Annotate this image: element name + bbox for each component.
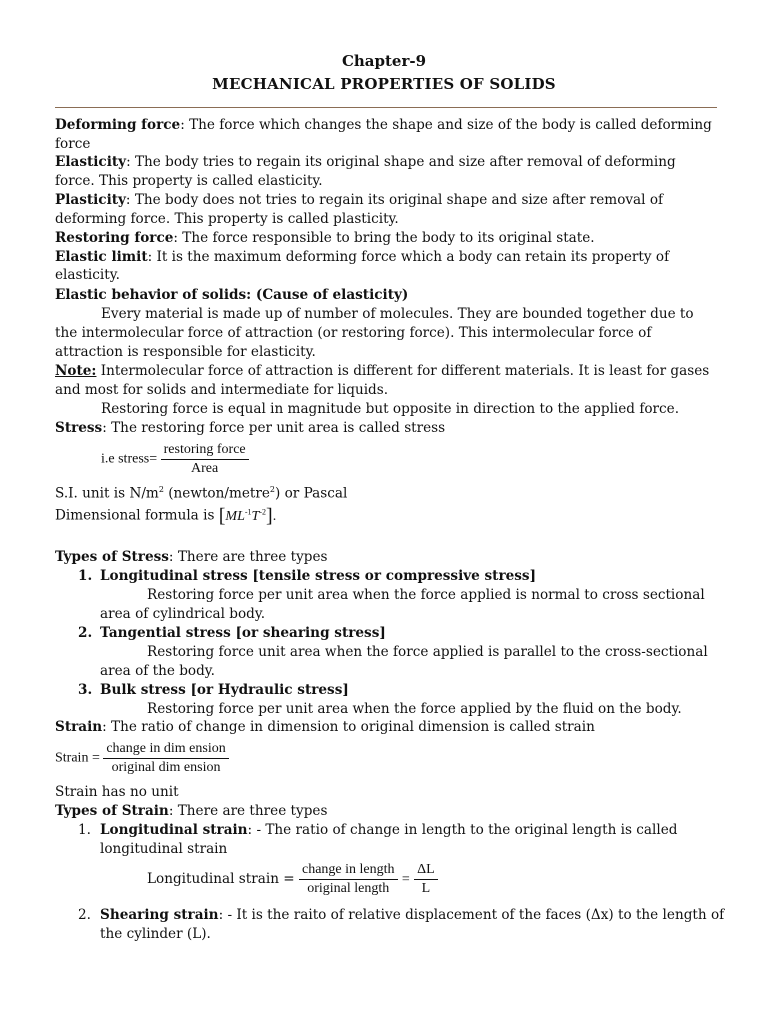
strain-type-2-title: Shearing strain <box>100 907 219 923</box>
deforming-force-term: Deforming force <box>55 117 181 133</box>
elastic-behavior-p1-line1: Every material is made up of number of molecules. They are bounded together due to <box>101 306 694 322</box>
note-line1 <box>55 362 709 380</box>
restoring-force-text: : The force responsible to bring the body to its original state. <box>173 230 595 246</box>
si-unit-text-b: (newton/metre <box>163 485 270 502</box>
restoring-force-term: Restoring force <box>55 230 174 246</box>
stress-formula-equals: = <box>149 451 158 467</box>
stress-formula-prefix: i.e stress <box>101 451 150 467</box>
elastic-limit-line2: elasticity. <box>55 267 120 283</box>
elastic-behavior-p1-line3: attraction is responsible for elasticity. <box>55 344 316 360</box>
note-label: Note: <box>55 363 97 379</box>
types-of-strain-heading <box>55 802 327 820</box>
plasticity-text: : The body does not tries to regain its original shape and size after removal of <box>125 192 664 208</box>
dimensional-formula-line <box>55 503 276 526</box>
restoring-force-line <box>55 229 595 247</box>
elastic-behavior-p1-line2: the intermolecular force of attraction (or restoring force). This intermolecular force of <box>55 325 652 341</box>
title-divider <box>55 107 717 108</box>
stress-type-2-number: 2. <box>78 625 93 641</box>
dim-sup2: -2 <box>259 507 267 516</box>
dim-period: . <box>272 508 277 524</box>
stress-type-1-title <box>78 567 536 585</box>
strain-text: : The ratio of change in dimension to original dimension is called strain <box>102 719 595 735</box>
si-unit-text-a: S.I. unit is N/m <box>55 485 159 502</box>
longitudinal-strain-fraction <box>299 862 398 897</box>
stress-fraction-denominator: Area <box>191 461 219 476</box>
elastic-limit-line1 <box>55 248 669 266</box>
plasticity-line1 <box>55 191 663 209</box>
stress-type-1-title-text: Longitudinal stress [tensile stress or compressive stress] <box>100 568 537 584</box>
strain-type-1-title: Longitudinal strain <box>100 822 248 838</box>
strain-fraction <box>103 741 228 776</box>
stress-formula <box>101 442 249 477</box>
stress-type-1-line2: area of cylindrical body. <box>100 606 266 622</box>
dimensional-formula <box>218 504 277 527</box>
elastic-limit-text: : It is the maximum deforming force which a body can retain its property of <box>147 249 670 265</box>
stress-type-3-number: 3. <box>78 682 93 698</box>
dim-ml: ML <box>225 508 245 524</box>
stress-type-2-title <box>78 624 386 642</box>
stress-type-3-title <box>78 681 349 699</box>
stress-text: : The restoring force per unit area is called stress <box>102 420 446 436</box>
elasticity-text: : The body tries to regain its original shape and size after removal of deforming <box>126 154 676 170</box>
note-line2: and most for solids and intermediate for liquids. <box>55 382 389 398</box>
types-of-strain-rest: : There are three types <box>168 803 328 819</box>
types-of-stress-term: Types of Stress <box>55 549 169 565</box>
deforming-force-line1 <box>55 116 712 134</box>
strain-no-unit: Strain has no unit <box>55 784 179 800</box>
elastic-limit-term: Elastic limit <box>55 249 148 265</box>
deforming-force-line2: force <box>55 136 91 152</box>
si-unit-line <box>55 481 347 503</box>
strain-type-2-line2: the cylinder (L). <box>100 926 211 942</box>
note-text: Intermolecular force of attraction is different for different materials. It is least for gases <box>96 363 710 379</box>
delta-l-denominator: L <box>421 881 431 896</box>
stress-type-3-line1: Restoring force per unit area when the force applied by the fluid on the body. <box>147 701 682 717</box>
plasticity-term: Plasticity <box>55 192 126 208</box>
stress-type-1-line1: Restoring force per unit area when the force applied is normal to cross sectional <box>147 587 705 603</box>
longitudinal-strain-denominator: original length <box>307 881 390 896</box>
si-unit-sup1: 2 <box>158 485 164 494</box>
dim-t: T <box>251 508 260 524</box>
longitudinal-strain-formula-prefix: Longitudinal strain = <box>147 871 299 887</box>
strain-fraction-denominator: original dim ension <box>111 760 221 775</box>
elasticity-line2: force. This property is called elasticity. <box>55 173 323 189</box>
stress-fraction-numerator: restoring force <box>161 442 249 460</box>
strain-type-1-line1 <box>78 821 677 839</box>
elasticity-line1 <box>55 153 676 171</box>
stress-definition <box>55 419 445 437</box>
stress-type-3-title-text: Bulk stress [or Hydraulic stress] <box>100 682 349 698</box>
delta-l-numerator: ΔL <box>414 862 438 880</box>
delta-l-fraction <box>414 862 438 897</box>
dim-bracket-open: [ <box>218 504 226 527</box>
stress-type-2-title-text: Tangential stress [or shearing stress] <box>100 625 386 641</box>
longitudinal-strain-formula <box>147 862 438 897</box>
strain-type-1-number: 1. <box>78 822 91 838</box>
strain-type-1-line2: longitudinal strain <box>100 841 228 857</box>
stress-term: Stress <box>55 420 103 436</box>
chapter-number: Chapter-9 <box>341 52 427 70</box>
stress-type-2-line1: Restoring force unit area when the force applied is parallel to the cross-sectional <box>147 644 708 660</box>
plasticity-line2: deforming force. This property is called plasticity. <box>55 211 399 227</box>
dim-sup1: -1 <box>244 507 252 516</box>
stress-type-1-number: 1. <box>78 568 93 584</box>
elasticity-term: Elasticity <box>55 154 127 170</box>
stress-fraction <box>161 442 249 477</box>
dimensional-formula-label: Dimensional formula is <box>55 507 219 524</box>
types-of-strain-term: Types of Strain <box>55 803 169 819</box>
strain-type-2-text: : - It is the raito of relative displacement of the faces (Δx) to the length of <box>218 907 725 923</box>
strain-formula-prefix: Strain = <box>55 750 100 766</box>
strain-fraction-numerator: change in dim ension <box>103 741 228 759</box>
strain-type-2-line1 <box>78 906 724 924</box>
deforming-force-text: : The force which changes the shape and size of the body is called deforming <box>180 117 712 133</box>
strain-definition <box>55 718 595 736</box>
types-of-stress-rest: : There are three types <box>168 549 328 565</box>
dim-bracket-close: ] <box>266 504 273 527</box>
stress-type-2-line2: area of the body. <box>100 663 215 679</box>
restoring-force-note: Restoring force is equal in magnitude but opposite in direction to the applied force. <box>101 401 680 417</box>
types-of-stress-heading <box>55 548 328 566</box>
strain-formula <box>55 741 229 776</box>
strain-type-1-text: : - The ratio of change in length to the original length is called <box>247 822 678 838</box>
chapter-title: MECHANICAL PROPERTIES OF SOLIDS <box>212 75 556 93</box>
si-unit-sup2: 2 <box>269 485 275 494</box>
longitudinal-strain-equals: = <box>401 872 410 887</box>
longitudinal-strain-numerator: change in length <box>299 862 398 880</box>
si-unit-text-c: ) or Pascal <box>274 485 348 502</box>
elastic-behavior-heading: Elastic behavior of solids: (Cause of elasticity) <box>55 287 409 303</box>
strain-type-2-number: 2. <box>78 907 91 923</box>
strain-term: Strain <box>55 719 103 735</box>
